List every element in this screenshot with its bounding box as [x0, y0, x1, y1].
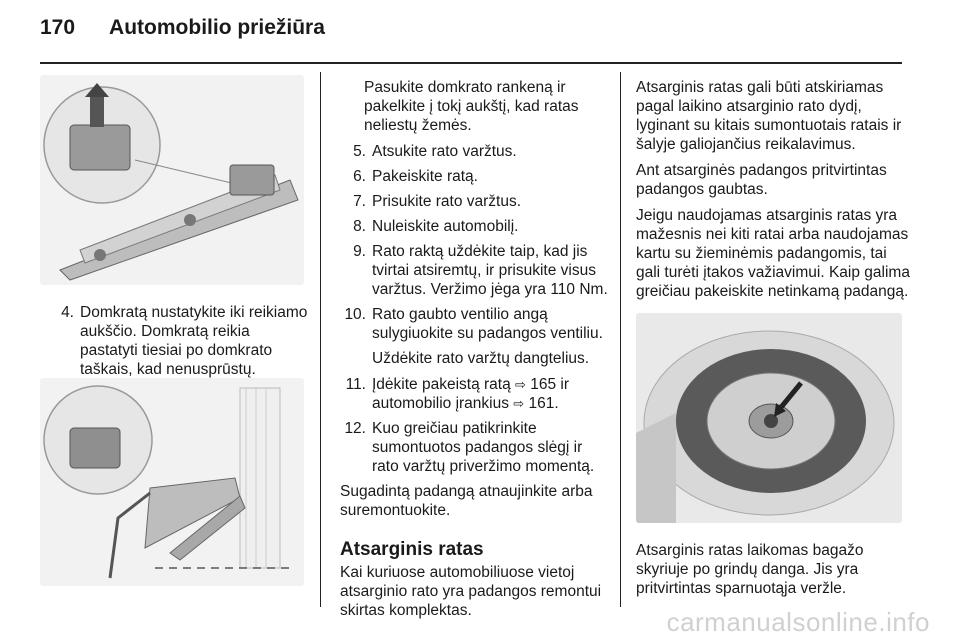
step-11 — [332, 375, 610, 413]
column-3-text — [636, 78, 910, 308]
paragraph-4: Atsarginis ratas laikomas bagažo skyriuje po grindų danga. Jis yra pritvirtintas sparnuotąja veržle. — [636, 542, 864, 597]
step-4 — [40, 303, 310, 379]
section-intro: Kai kuriuose automobiliuose vietoj atsarginio rato yra padangos remontui skirtas komplektas. — [340, 564, 602, 619]
column-divider-2 — [620, 72, 621, 607]
jack-closeup-illustration — [40, 75, 304, 285]
step-10 — [332, 305, 610, 343]
step-number: 12. — [344, 420, 366, 437]
page-number: 170 — [40, 16, 76, 39]
step-number: 5. — [353, 143, 366, 160]
header-rule — [40, 62, 902, 64]
step-text: Nuleiskite automobilį. — [372, 218, 519, 235]
step-text: Kuo greičiau patikrinkite sumontuotos padangos slėgį ir rato varžtų priveržimo momentą. — [372, 420, 595, 475]
watermark: carmanualsonline.info — [666, 607, 930, 637]
step-number: 4. — [61, 304, 74, 321]
jack-under-car-illustration — [40, 378, 304, 586]
page-reference-icon: ⇨ — [515, 377, 526, 392]
step-number: 6. — [353, 168, 366, 185]
step-text: Įdėkite pakeistą ratą ⇨ 165 ir automobilio įrankius ⇨ 161. — [372, 376, 570, 412]
paragraph-1: Atsarginis ratas gali būti atskiriamas pagal laikino atsarginio rato dydį, lyginant su kitais sumontuotais ratais ir šalyje galiojančius reikalavimus. — [636, 79, 902, 153]
step-text: Rato gaubto ventilio angą sulygiuokite su padangos ventiliu. — [372, 306, 603, 342]
page-reference-icon: ⇨ — [513, 396, 525, 411]
step-9 — [332, 242, 610, 299]
step-5 — [332, 142, 610, 161]
step-number: 9. — [353, 243, 366, 260]
step-8 — [332, 217, 610, 236]
step-number: 7. — [353, 193, 366, 210]
page-title: Automobilio priežiūra — [109, 16, 325, 39]
step-text: Prisukite rato varžtus. — [372, 193, 522, 210]
page-header — [40, 16, 325, 40]
column-3-bottom-text — [636, 541, 910, 605]
step-number: 10. — [344, 306, 366, 323]
step-10-continuation: Uždėkite rato varžtų dangtelius. — [372, 350, 590, 367]
step-number: 11. — [345, 376, 366, 393]
section-heading: Atsarginis ratas — [340, 539, 484, 560]
column-2-text — [332, 78, 610, 627]
step-text: Rato raktą uždėkite taip, kad jis tvirtai atsiremtų, ir prisukite visus varžtus. Veržimo jėga yra 110 Nm. — [372, 243, 608, 298]
paragraph-2: Ant atsarginės padangos pritvirtintas padangos gaubtas. — [636, 162, 887, 198]
step-7 — [332, 192, 610, 211]
step-text: Pakeiskite ratą. — [372, 168, 478, 185]
spare-wheel-illustration — [636, 313, 902, 523]
column-divider-1 — [320, 72, 321, 607]
step-number: 8. — [353, 218, 366, 235]
repair-note: Sugadintą padangą atnaujinkite arba suremontuokite. — [340, 483, 593, 519]
paragraph-3: Jeigu naudojamas atsarginis ratas yra mažesnis nei kiti ratai arba naudojamas kartu su žieminėmis padangomis, tai gali turėti įtakos važiavimui. Kaip galima greičiau pakeiskite netinkamą padangą. — [636, 207, 910, 300]
step-text: Atsukite rato varžtus. — [372, 143, 517, 160]
step-6 — [332, 167, 610, 186]
step-12 — [332, 419, 610, 476]
step-text: Domkratą nustatykite iki reikiamo aukščio. Domkratą reikia pastatyti tiesiai po domkrato taškais, kad nenusprūstų. — [80, 304, 308, 378]
column-1-text — [40, 303, 310, 385]
step-4-continuation: Pasukite domkrato rankeną ir pakelkite į tokį aukštį, kad ratas neliestų žemės. — [364, 79, 579, 134]
